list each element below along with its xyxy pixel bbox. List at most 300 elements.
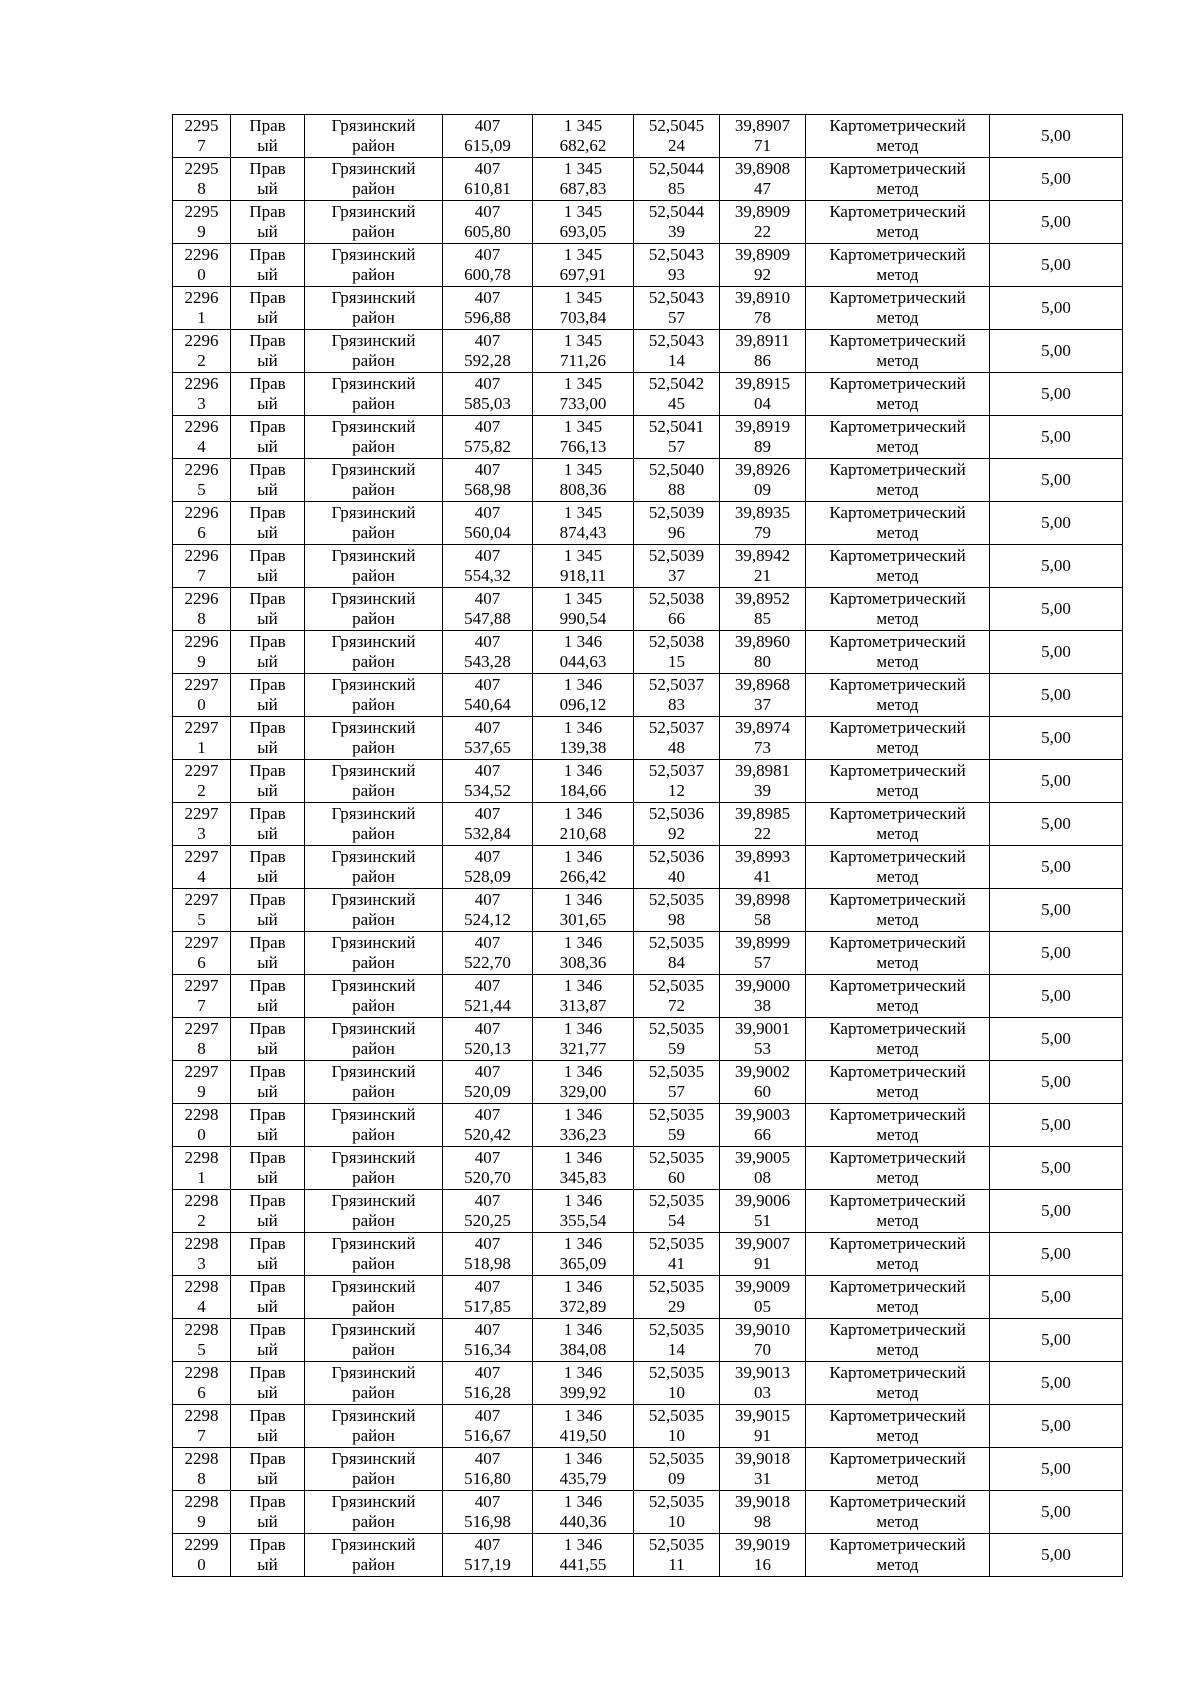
accuracy-cell — [990, 588, 1123, 631]
y-coordinate-cell — [533, 1319, 634, 1362]
longitude-cell — [720, 416, 806, 459]
method-line-2: метод — [876, 179, 919, 198]
accuracy-value: 5,00 — [1041, 1158, 1071, 1177]
side-line-1: Прав — [249, 546, 286, 565]
method-line-1: Картометрический — [829, 546, 966, 565]
y-coordinate-line-1: 1 345 — [563, 546, 603, 565]
district-cell — [305, 1491, 443, 1534]
y-coordinate-cell — [533, 115, 634, 158]
latitude-line-1: 52,5035 — [648, 1449, 705, 1468]
point-number-line-2: 7 — [197, 1426, 206, 1445]
latitude-line-2: 57 — [668, 437, 685, 456]
longitude-line-1: 39,8909 — [734, 202, 791, 221]
longitude-line-1: 39,8926 — [734, 460, 791, 479]
method-line-1: Картометрический — [829, 632, 966, 651]
longitude-line-2: 05 — [754, 1297, 771, 1316]
point-number-line-1: 2297 — [184, 804, 219, 823]
x-coordinate-line-2: 615,09 — [464, 136, 511, 155]
point-number-line-2: 8 — [197, 1039, 206, 1058]
accuracy-cell — [990, 760, 1123, 803]
method-line-2: метод — [876, 1168, 919, 1187]
district-line-1: Грязинский — [331, 1406, 416, 1425]
x-coordinate-line-1: 407 — [474, 1148, 501, 1167]
y-coordinate-cell — [533, 416, 634, 459]
x-coordinate-cell — [443, 674, 533, 717]
latitude-cell — [634, 1362, 720, 1405]
longitude-line-2: 47 — [754, 179, 771, 198]
district-line-1: Грязинский — [331, 675, 416, 694]
method-line-2: метод — [876, 1211, 919, 1230]
latitude-cell — [634, 459, 720, 502]
y-coordinate-line-2: 693,05 — [559, 222, 607, 241]
accuracy-cell — [990, 459, 1123, 502]
method-line-1: Картометрический — [829, 503, 966, 522]
x-coordinate-line-2: 547,88 — [464, 609, 511, 628]
accuracy-value: 5,00 — [1041, 1287, 1071, 1306]
point-number-line-1: 2298 — [184, 1234, 219, 1253]
latitude-line-2: 60 — [668, 1168, 685, 1187]
x-coordinate-cell — [443, 416, 533, 459]
longitude-cell — [720, 287, 806, 330]
latitude-cell — [634, 330, 720, 373]
method-cell — [806, 330, 990, 373]
y-coordinate-line-2: 711,26 — [559, 351, 607, 370]
longitude-line-2: 03 — [754, 1383, 771, 1402]
longitude-line-1: 39,9013 — [734, 1363, 791, 1382]
district-line-1: Грязинский — [331, 1062, 416, 1081]
point-number-line-1: 2297 — [184, 1062, 219, 1081]
x-coordinate-line-1: 407 — [474, 890, 501, 909]
y-coordinate-line-2: 703,84 — [559, 308, 607, 327]
x-coordinate-line-2: 575,82 — [464, 437, 511, 456]
point-number-line-1: 2296 — [184, 589, 219, 608]
accuracy-cell — [990, 803, 1123, 846]
longitude-line-1: 39,9000 — [734, 976, 791, 995]
y-coordinate-cell — [533, 158, 634, 201]
latitude-cell — [634, 846, 720, 889]
district-cell — [305, 1233, 443, 1276]
district-cell — [305, 1362, 443, 1405]
x-coordinate-cell — [443, 545, 533, 588]
point-number-line-1: 2298 — [184, 1148, 219, 1167]
x-coordinate-cell — [443, 1534, 533, 1577]
table-row — [173, 545, 1123, 588]
method-cell — [806, 158, 990, 201]
side-cell — [231, 846, 305, 889]
x-coordinate-cell — [443, 459, 533, 502]
latitude-line-1: 52,5043 — [648, 288, 705, 307]
table-row — [173, 158, 1123, 201]
latitude-line-2: 83 — [668, 695, 685, 714]
y-coordinate-line-2: 808,36 — [559, 480, 607, 499]
accuracy-cell — [990, 932, 1123, 975]
point-number-line-2: 5 — [197, 910, 206, 929]
point-number-line-1: 2296 — [184, 288, 219, 307]
method-line-2: метод — [876, 1082, 919, 1101]
table-row — [173, 1405, 1123, 1448]
latitude-cell — [634, 1534, 720, 1577]
latitude-cell — [634, 588, 720, 631]
side-line-1: Прав — [249, 1062, 286, 1081]
side-cell — [231, 330, 305, 373]
longitude-line-1: 39,9019 — [734, 1535, 791, 1554]
method-line-1: Картометрический — [829, 1019, 966, 1038]
y-coordinate-line-2: 301,65 — [559, 910, 607, 929]
x-coordinate-line-1: 407 — [474, 245, 501, 264]
latitude-cell — [634, 803, 720, 846]
accuracy-cell — [990, 717, 1123, 760]
method-cell — [806, 244, 990, 287]
point-number-line-2: 6 — [197, 953, 206, 972]
district-cell — [305, 975, 443, 1018]
latitude-line-1: 52,5035 — [648, 976, 705, 995]
latitude-line-2: 84 — [668, 953, 685, 972]
x-coordinate-line-1: 407 — [474, 761, 501, 780]
point-number-line-2: 3 — [197, 824, 206, 843]
accuracy-cell — [990, 1362, 1123, 1405]
y-coordinate-line-1: 1 346 — [563, 1277, 603, 1296]
side-line-2: ый — [257, 136, 278, 155]
district-line-1: Грязинский — [331, 460, 416, 479]
latitude-line-2: 15 — [668, 652, 685, 671]
accuracy-value: 5,00 — [1041, 169, 1071, 188]
y-coordinate-cell — [533, 244, 634, 287]
district-cell — [305, 1147, 443, 1190]
point-number-line-2: 6 — [197, 523, 206, 542]
method-line-1: Картометрический — [829, 1535, 966, 1554]
district-cell — [305, 1448, 443, 1491]
district-line-2: район — [352, 222, 395, 241]
method-line-2: метод — [876, 480, 919, 499]
x-coordinate-line-2: 554,32 — [464, 566, 511, 585]
longitude-line-2: 38 — [754, 996, 771, 1015]
district-cell — [305, 330, 443, 373]
latitude-line-1: 52,5039 — [648, 546, 705, 565]
y-coordinate-line-1: 1 345 — [563, 245, 603, 264]
accuracy-cell — [990, 1491, 1123, 1534]
side-line-1: Прав — [249, 202, 286, 221]
longitude-line-1: 39,9009 — [734, 1277, 791, 1296]
point-number-line-2: 4 — [197, 437, 206, 456]
accuracy-cell — [990, 1405, 1123, 1448]
side-line-1: Прав — [249, 761, 286, 780]
y-coordinate-cell — [533, 1190, 634, 1233]
y-coordinate-line-2: 697,91 — [559, 265, 607, 284]
accuracy-value: 5,00 — [1041, 1201, 1071, 1220]
x-coordinate-line-2: 585,03 — [464, 394, 511, 413]
x-coordinate-cell — [443, 201, 533, 244]
method-cell — [806, 115, 990, 158]
x-coordinate-line-1: 407 — [474, 675, 501, 694]
side-line-2: ый — [257, 609, 278, 628]
table-row — [173, 1018, 1123, 1061]
accuracy-cell — [990, 1190, 1123, 1233]
latitude-line-2: 93 — [668, 265, 685, 284]
longitude-cell — [720, 115, 806, 158]
y-coordinate-line-2: 345,83 — [559, 1168, 607, 1187]
district-line-1: Грязинский — [331, 331, 416, 350]
x-coordinate-line-2: 520,42 — [464, 1125, 511, 1144]
x-coordinate-line-1: 407 — [474, 1492, 501, 1511]
side-cell — [231, 1276, 305, 1319]
district-line-2: район — [352, 1383, 395, 1402]
y-coordinate-line-2: 308,36 — [559, 953, 607, 972]
table-row — [173, 244, 1123, 287]
accuracy-cell — [990, 1319, 1123, 1362]
x-coordinate-cell — [443, 115, 533, 158]
side-cell — [231, 1233, 305, 1276]
x-coordinate-cell — [443, 1491, 533, 1534]
accuracy-value: 5,00 — [1041, 255, 1071, 274]
table-row — [173, 674, 1123, 717]
x-coordinate-line-1: 407 — [474, 1019, 501, 1038]
x-coordinate-line-1: 407 — [474, 546, 501, 565]
side-cell — [231, 717, 305, 760]
latitude-line-1: 52,5035 — [648, 1492, 705, 1511]
method-line-2: метод — [876, 1039, 919, 1058]
latitude-line-2: 24 — [668, 136, 685, 155]
side-line-1: Прав — [249, 589, 286, 608]
method-cell — [806, 631, 990, 674]
longitude-line-1: 39,9018 — [734, 1449, 791, 1468]
district-cell — [305, 1061, 443, 1104]
side-line-2: ый — [257, 652, 278, 671]
method-cell — [806, 846, 990, 889]
method-line-1: Картометрический — [829, 1406, 966, 1425]
x-coordinate-line-2: 610,81 — [464, 179, 511, 198]
side-line-2: ый — [257, 351, 278, 370]
point-number-line-2: 5 — [197, 1340, 206, 1359]
x-coordinate-line-1: 407 — [474, 976, 501, 995]
latitude-line-1: 52,5035 — [648, 1234, 705, 1253]
point-number-cell — [173, 1190, 231, 1233]
district-line-1: Грязинский — [331, 761, 416, 780]
longitude-line-1: 39,8915 — [734, 374, 791, 393]
point-number-line-1: 2297 — [184, 976, 219, 995]
y-coordinate-line-2: 313,87 — [559, 996, 607, 1015]
accuracy-cell — [990, 1147, 1123, 1190]
table-row — [173, 1491, 1123, 1534]
method-line-2: метод — [876, 1340, 919, 1359]
longitude-line-1: 39,8935 — [734, 503, 791, 522]
point-number-line-2: 7 — [197, 996, 206, 1015]
longitude-cell — [720, 1104, 806, 1147]
x-coordinate-cell — [443, 1190, 533, 1233]
longitude-line-1: 39,8952 — [734, 589, 791, 608]
method-line-1: Картометрический — [829, 460, 966, 479]
method-line-2: метод — [876, 566, 919, 585]
point-number-line-1: 2297 — [184, 890, 219, 909]
longitude-line-2: 92 — [754, 265, 771, 284]
district-line-2: район — [352, 1082, 395, 1101]
x-coordinate-cell — [443, 1104, 533, 1147]
district-cell — [305, 158, 443, 201]
accuracy-value: 5,00 — [1041, 298, 1071, 317]
accuracy-cell — [990, 1448, 1123, 1491]
side-line-1: Прав — [249, 1277, 286, 1296]
method-cell — [806, 1104, 990, 1147]
y-coordinate-cell — [533, 717, 634, 760]
latitude-line-1: 52,5038 — [648, 589, 705, 608]
method-line-1: Картометрический — [829, 1234, 966, 1253]
side-cell — [231, 932, 305, 975]
method-line-1: Картометрический — [829, 976, 966, 995]
district-line-2: район — [352, 738, 395, 757]
district-line-1: Грязинский — [331, 1234, 416, 1253]
side-line-2: ый — [257, 394, 278, 413]
x-coordinate-line-1: 407 — [474, 847, 501, 866]
point-number-line-1: 2298 — [184, 1363, 219, 1382]
point-number-cell — [173, 1061, 231, 1104]
longitude-cell — [720, 1405, 806, 1448]
longitude-line-2: 21 — [754, 566, 771, 585]
x-coordinate-cell — [443, 1061, 533, 1104]
point-number-line-2: 1 — [197, 738, 206, 757]
latitude-line-1: 52,5044 — [648, 202, 705, 221]
point-number-line-1: 2298 — [184, 1191, 219, 1210]
point-number-cell — [173, 1104, 231, 1147]
longitude-cell — [720, 975, 806, 1018]
point-number-cell — [173, 1534, 231, 1577]
accuracy-value: 5,00 — [1041, 599, 1071, 618]
accuracy-cell — [990, 201, 1123, 244]
y-coordinate-line-1: 1 346 — [563, 847, 603, 866]
point-number-line-1: 2297 — [184, 1019, 219, 1038]
method-cell — [806, 588, 990, 631]
method-line-2: метод — [876, 136, 919, 155]
latitude-line-2: 41 — [668, 1254, 685, 1273]
latitude-cell — [634, 1190, 720, 1233]
accuracy-value: 5,00 — [1041, 1545, 1071, 1564]
longitude-cell — [720, 760, 806, 803]
side-cell — [231, 545, 305, 588]
longitude-line-2: 37 — [754, 695, 771, 714]
district-line-2: район — [352, 824, 395, 843]
point-number-line-1: 2296 — [184, 546, 219, 565]
point-number-line-1: 2298 — [184, 1320, 219, 1339]
accuracy-cell — [990, 287, 1123, 330]
point-number-cell — [173, 1405, 231, 1448]
side-line-1: Прав — [249, 804, 286, 823]
longitude-cell — [720, 1018, 806, 1061]
longitude-line-2: 86 — [754, 351, 771, 370]
district-line-1: Грязинский — [331, 159, 416, 178]
point-number-line-2: 2 — [197, 781, 206, 800]
longitude-cell — [720, 1491, 806, 1534]
longitude-line-2: 22 — [754, 824, 771, 843]
method-cell — [806, 1405, 990, 1448]
y-coordinate-line-1: 1 346 — [563, 1148, 603, 1167]
latitude-cell — [634, 932, 720, 975]
y-coordinate-line-1: 1 346 — [563, 1234, 603, 1253]
side-cell — [231, 1534, 305, 1577]
point-number-line-1: 2296 — [184, 632, 219, 651]
district-line-2: район — [352, 566, 395, 585]
longitude-line-2: 78 — [754, 308, 771, 327]
y-coordinate-line-2: 918,11 — [559, 566, 607, 585]
method-line-1: Картометрический — [829, 847, 966, 866]
side-cell — [231, 889, 305, 932]
longitude-line-2: 51 — [754, 1211, 771, 1230]
x-coordinate-line-2: 522,70 — [464, 953, 511, 972]
district-line-1: Грязинский — [331, 1363, 416, 1382]
x-coordinate-line-1: 407 — [474, 374, 501, 393]
method-cell — [806, 760, 990, 803]
district-cell — [305, 502, 443, 545]
x-coordinate-line-2: 528,09 — [464, 867, 511, 886]
longitude-cell — [720, 846, 806, 889]
point-number-line-1: 2298 — [184, 1277, 219, 1296]
x-coordinate-line-2: 605,80 — [464, 222, 511, 241]
x-coordinate-line-1: 407 — [474, 116, 501, 135]
latitude-line-1: 52,5044 — [648, 159, 705, 178]
point-number-line-2: 7 — [197, 566, 206, 585]
longitude-line-1: 39,8942 — [734, 546, 791, 565]
side-line-2: ый — [257, 1254, 278, 1273]
method-line-1: Картометрический — [829, 159, 966, 178]
district-cell — [305, 1319, 443, 1362]
latitude-line-1: 52,5035 — [648, 1277, 705, 1296]
x-coordinate-line-2: 521,44 — [464, 996, 511, 1015]
district-line-1: Грязинский — [331, 933, 416, 952]
point-number-cell — [173, 1362, 231, 1405]
side-line-1: Прав — [249, 159, 286, 178]
y-coordinate-cell — [533, 588, 634, 631]
y-coordinate-cell — [533, 760, 634, 803]
y-coordinate-line-1: 1 346 — [563, 718, 603, 737]
point-number-line-1: 2296 — [184, 374, 219, 393]
y-coordinate-line-1: 1 346 — [563, 1191, 603, 1210]
side-line-1: Прав — [249, 1406, 286, 1425]
y-coordinate-cell — [533, 1018, 634, 1061]
longitude-line-2: 70 — [754, 1340, 771, 1359]
accuracy-value: 5,00 — [1041, 814, 1071, 833]
x-coordinate-line-2: 568,98 — [464, 480, 511, 499]
x-coordinate-line-2: 516,98 — [464, 1512, 511, 1531]
y-coordinate-cell — [533, 1448, 634, 1491]
point-number-cell — [173, 373, 231, 416]
longitude-line-1: 39,8908 — [734, 159, 791, 178]
y-coordinate-line-1: 1 345 — [563, 417, 603, 436]
latitude-line-2: 39 — [668, 222, 685, 241]
district-line-2: район — [352, 308, 395, 327]
longitude-line-2: 58 — [754, 910, 771, 929]
latitude-cell — [634, 416, 720, 459]
side-line-1: Прав — [249, 890, 286, 909]
latitude-cell — [634, 287, 720, 330]
y-coordinate-line-2: 990,54 — [559, 609, 607, 628]
point-number-line-2: 6 — [197, 1383, 206, 1402]
longitude-line-2: 89 — [754, 437, 771, 456]
x-coordinate-cell — [443, 588, 533, 631]
point-number-line-1: 2299 — [184, 1535, 219, 1554]
point-number-cell — [173, 459, 231, 502]
table-row — [173, 1534, 1123, 1577]
latitude-line-2: 29 — [668, 1297, 685, 1316]
district-cell — [305, 416, 443, 459]
district-cell — [305, 760, 443, 803]
latitude-line-2: 45 — [668, 394, 685, 413]
point-number-line-2: 8 — [197, 609, 206, 628]
latitude-line-2: 10 — [668, 1383, 685, 1402]
y-coordinate-line-1: 1 346 — [563, 1492, 603, 1511]
side-line-2: ый — [257, 1168, 278, 1187]
accuracy-cell — [990, 1276, 1123, 1319]
y-coordinate-cell — [533, 1534, 634, 1577]
point-number-line-1: 2297 — [184, 718, 219, 737]
side-line-1: Прав — [249, 1363, 286, 1382]
accuracy-value: 5,00 — [1041, 126, 1071, 145]
